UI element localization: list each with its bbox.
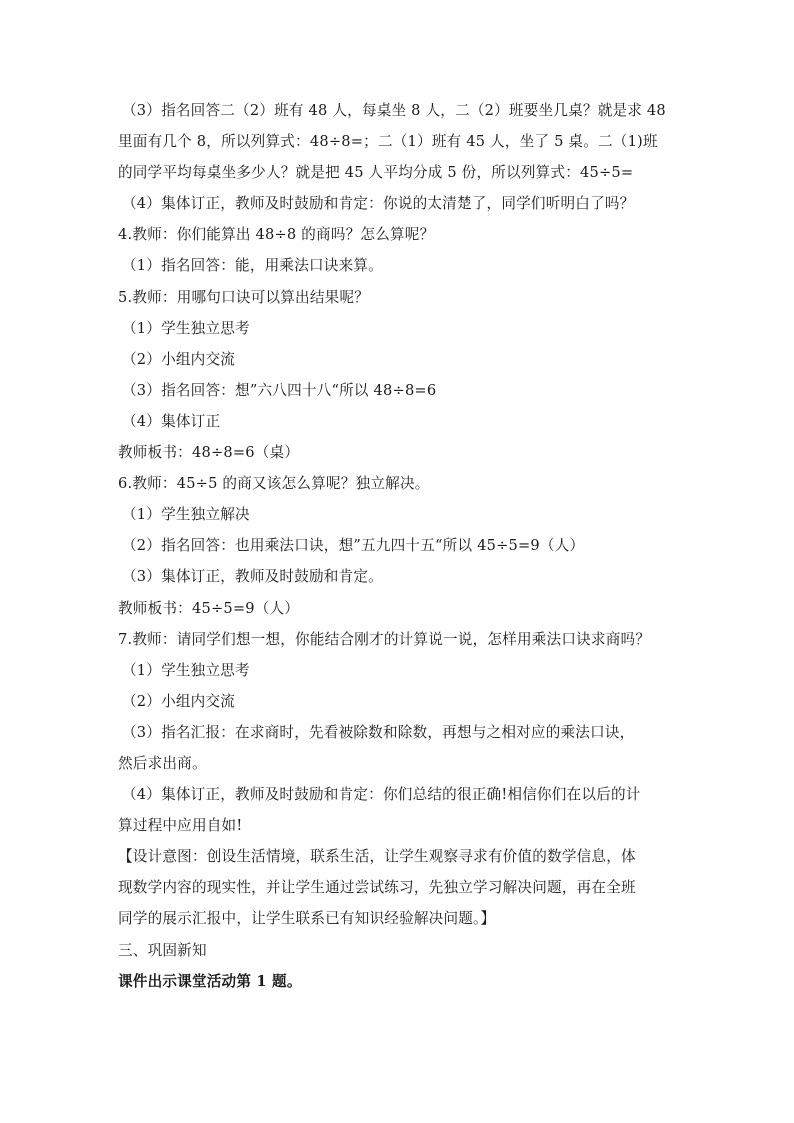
text-line: 的同学平均每桌坐多少人？就是把 45 人平均分成 5 份，所以列算式：45÷5= <box>118 164 634 182</box>
document-body <box>118 95 694 997</box>
text-line: （1）学生独立解决 <box>122 506 250 524</box>
text-line: 现数学内容的现实性，并让学生通过尝试练习，先独立学习解决问题，再在全班 <box>118 879 636 897</box>
text-line: 教师板书：48÷8=6（桌） <box>118 444 300 462</box>
text-line: 同学的展示汇报中，让学生联系已有知识经验解决问题。】 <box>118 910 496 928</box>
text-line: （4）集体订正 <box>122 412 221 430</box>
text-line: （3）指名汇报：在求商时，先看被除数和除数，再想与之相对应的乘法口诀， <box>122 723 635 741</box>
text-line: （3）指名回答：想”六八四十八“所以 48÷8=6 <box>122 381 437 399</box>
text-line: 4.教师：你们能算出 48÷8 的商吗？怎么算呢？ <box>118 226 435 244</box>
text-line: （1）学生独立思考 <box>122 661 250 679</box>
text-line: （3）集体订正，教师及时鼓励和肯定。 <box>122 568 383 586</box>
text-line: 教师板书：45÷5=9（人） <box>118 599 300 617</box>
text-line: （2）小组内交流 <box>122 692 236 710</box>
text-line: 算过程中应用自如! <box>118 817 243 835</box>
text-line: （3）指名回答二（2）班有 48 人，每桌坐 8 人，二（2）班要坐几桌？就是求 48 <box>122 102 666 119</box>
text-line: 【设计意图：创设生活情境，联系生活，让学生观察寻求有价值的数学信息，体 <box>118 848 636 866</box>
text-line: （2）小组内交流 <box>122 350 236 368</box>
text-line: （4）集体订正，教师及时鼓励和肯定：你说的太清楚了，同学们听明白了吗？ <box>122 195 635 213</box>
text-line: 5.教师：用哪句口诀可以算出结果呢？ <box>118 288 370 306</box>
text-line: 里面有几个 8，所以列算式：48÷8=；二（1）班有 45 人，坐了 5 桌。二（1)班 <box>118 133 658 151</box>
text-line: （1）指名回答：能，用乘法口诀来算。 <box>122 257 383 275</box>
text-line: 三、巩固新知 <box>118 941 207 959</box>
text-line: （2）指名回答：也用乘法口诀，想”五九四十五“所以 45÷5=9（人） <box>122 537 585 555</box>
text-line: （4）集体订正，教师及时鼓励和肯定：你们总结的很正确!相信你们在以后的计 <box>122 786 641 804</box>
text-line: （1）学生独立思考 <box>122 319 250 337</box>
text-line: 6.教师：45÷5 的商又该怎么算呢？独立解决。 <box>118 475 430 493</box>
text-line: 课件出示课堂活动第 1 题。 <box>118 972 302 990</box>
text-line: 然后求出商。 <box>118 754 207 772</box>
text-line: 7.教师：请同学们想一想，你能结合刚才的计算说一说，怎样用乘法口诀求商吗？ <box>118 630 651 648</box>
